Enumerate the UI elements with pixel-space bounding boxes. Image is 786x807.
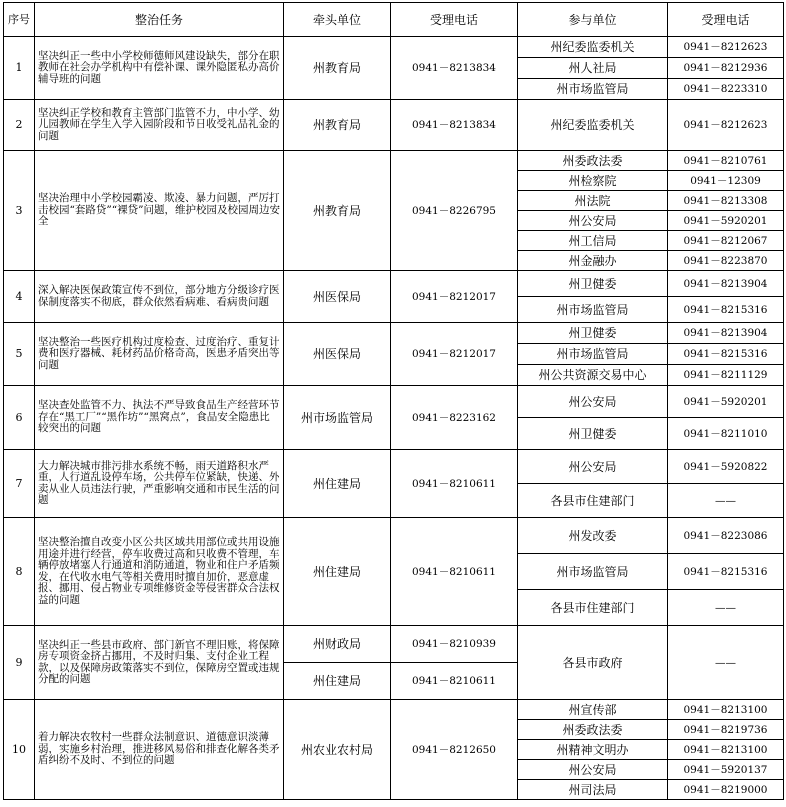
lead-unit: 州住建局: [284, 663, 391, 700]
participant-unit: 州市场监管局: [518, 554, 668, 590]
row-seq: 7: [4, 450, 35, 518]
header-lead-tel: 受理电话: [391, 3, 518, 37]
participant-unit: 州精神文明办: [518, 740, 668, 760]
participant-unit: 州公安局: [518, 386, 668, 418]
table-row: [4, 37, 784, 58]
participant-tel: 0941－8223870: [668, 251, 784, 271]
participant-unit: 州公共资源交易中心: [518, 365, 668, 386]
participant-tel: 0941－8213904: [668, 271, 784, 297]
lead-tel: 0941－8226795: [391, 151, 518, 271]
row-seq: 3: [4, 151, 35, 271]
row-seq: 10: [4, 700, 35, 800]
row-task: 着力解决农牧村一些群众法制意识、道德意识淡薄弱，实施乡村治理，推进移风易俗和排查化解各类矛盾纠纷不及时、不到位的问题: [35, 700, 284, 800]
participant-tel: 0941－8210761: [668, 151, 784, 171]
participant-unit: 州人社局: [518, 58, 668, 79]
participant-tel: 0941－5920822: [668, 450, 784, 484]
lead-unit: 州医保局: [284, 323, 391, 386]
table-row: [4, 518, 784, 554]
header-part: 参与单位: [518, 3, 668, 37]
participant-tel: ——: [668, 484, 784, 518]
table-row: [4, 100, 784, 151]
row-task: 坚决纠正一些县市政府、部门新官不理旧账，将保障房专项资金挤占挪用，不及时归集、支付企业工程款，以及保障房政策落实不到位，保障房空置或违规分配的问题: [35, 626, 284, 700]
lead-unit: 州教育局: [284, 37, 391, 100]
participant-tel: 0941－8213100: [668, 740, 784, 760]
row-task: 坚决治理中小学校园霸凌、欺凌、暴力问题，严厉打击校园“套路贷”“裸贷”问题，维护校园及校园周边安全: [35, 151, 284, 271]
participant-unit: 州检察院: [518, 171, 668, 191]
header-row: [4, 3, 784, 37]
header-task: 整治任务: [35, 3, 284, 37]
participant-unit: 州纪委监委机关: [518, 100, 668, 151]
participant-tel: 0941－8219736: [668, 720, 784, 740]
lead-unit: 州教育局: [284, 151, 391, 271]
participant-unit: 州司法局: [518, 780, 668, 800]
participant-tel: ——: [668, 590, 784, 626]
participant-unit: 州工信局: [518, 231, 668, 251]
participant-unit: 州金融办: [518, 251, 668, 271]
lead-unit: 州教育局: [284, 100, 391, 151]
participant-tel: 0941－5920201: [668, 386, 784, 418]
lead-tel: 0941－8212017: [391, 323, 518, 386]
participant-tel: 0941－8212936: [668, 58, 784, 79]
participant-tel: 0941－8212067: [668, 231, 784, 251]
participant-unit: 州纪委监委机关: [518, 37, 668, 58]
lead-unit: 州财政局: [284, 626, 391, 663]
row-seq: 8: [4, 518, 35, 626]
header-seq: 序号: [4, 3, 35, 37]
row-task: 坚决纠正一些中小学校师德师风建设缺失，部分在职教师在社会办学机构中有偿补课、课外隐匿私办高价辅导班的问题: [35, 37, 284, 100]
participant-unit: 州卫健委: [518, 271, 668, 297]
participant-tel: 0941－8215316: [668, 344, 784, 365]
participant-unit: 各县市住建部门: [518, 590, 668, 626]
participant-unit: 州公安局: [518, 760, 668, 780]
lead-tel: 0941－8223162: [391, 386, 518, 450]
header-lead: 牵头单位: [284, 3, 391, 37]
participant-unit: 州卫健委: [518, 323, 668, 344]
participant-tel: 0941－5920201: [668, 211, 784, 231]
table-row: [4, 151, 784, 171]
participant-unit: 州公安局: [518, 450, 668, 484]
participant-tel: 0941－8212623: [668, 100, 784, 151]
lead-tel: 0941－8210611: [391, 663, 518, 700]
row-seq: 2: [4, 100, 35, 151]
lead-tel: 0941－8210939: [391, 626, 518, 663]
participant-unit: 州法院: [518, 191, 668, 211]
participant-tel: ——: [668, 626, 784, 700]
participant-tel: 0941－8213100: [668, 700, 784, 720]
table-row: [4, 450, 784, 484]
row-seq: 1: [4, 37, 35, 100]
lead-tel: 0941－8210611: [391, 450, 518, 518]
row-task: 坚决整治一些医疗机构过度检查、过度治疗、重复计费和医疗器械、耗材药品价格奇高，医患矛盾突出等问题: [35, 323, 284, 386]
participant-tel: 0941－8215316: [668, 554, 784, 590]
row-seq: 4: [4, 271, 35, 323]
participant-unit: 州市场监管局: [518, 344, 668, 365]
lead-tel: 0941－8213834: [391, 100, 518, 151]
table-row: [4, 700, 784, 720]
lead-unit: 州住建局: [284, 450, 391, 518]
participant-tel: 0941－8219000: [668, 780, 784, 800]
row-task: 坚决纠正学校和教育主管部门监管不力，中小学、幼儿园教师在学生入学入园阶段和节日收受礼品礼金的问题: [35, 100, 284, 151]
participant-unit: 州宣传部: [518, 700, 668, 720]
participant-unit: 州发改委: [518, 518, 668, 554]
participant-tel: 0941－8212623: [668, 37, 784, 58]
row-task: 大力解决城市排污排水系统不畅，雨天道路积水严重，人行道乱设停车场，公共停车位紧缺，快递、外卖从业人员违法行驶，严重影响交通和市民生活的问题: [35, 450, 284, 518]
participant-unit: 州委政法委: [518, 151, 668, 171]
participant-tel: 0941－8223086: [668, 518, 784, 554]
row-seq: 6: [4, 386, 35, 450]
row-task: 坚决查处监管不力、执法不严导致食品生产经营环节存在“黑工厂”“黑作坊”“黑窝点”，食品安全隐患比较突出的问题: [35, 386, 284, 450]
participant-tel: 0941－5920137: [668, 760, 784, 780]
participant-unit: 各县市住建部门: [518, 484, 668, 518]
participant-unit: 州市场监管局: [518, 297, 668, 323]
participant-unit: 州公安局: [518, 211, 668, 231]
participant-tel: 0941－8211010: [668, 418, 784, 450]
row-task: 深入解决医保政策宣传不到位，部分地方分级诊疗医保制度落实不彻底，群众依然看病难、看病贵问题: [35, 271, 284, 323]
lead-tel: 0941－8212650: [391, 700, 518, 800]
participant-unit: 州委政法委: [518, 720, 668, 740]
table-row: [4, 626, 784, 663]
lead-unit: 州市场监管局: [284, 386, 391, 450]
participant-tel: 0941－8223310: [668, 79, 784, 100]
lead-unit: 州住建局: [284, 518, 391, 626]
participant-tel: 0941－8215316: [668, 297, 784, 323]
table-row: [4, 271, 784, 297]
lead-tel: 0941－8210611: [391, 518, 518, 626]
participant-tel: 0941－8213308: [668, 191, 784, 211]
header-part-tel: 受理电话: [668, 3, 784, 37]
row-task: 坚决整治擅自改变小区公共区域共用部位或共用设施用途并进行经营，停车收费过高和只收费不管理，车辆停放堵塞人行通道和消防通道，物业和住户矛盾频发，在代收水电气等相关费用时擅自加价，恶意虚报、挪用、侵占物业专项维修资金等侵害群众合法权益的问题: [35, 518, 284, 626]
task-table: [3, 2, 784, 800]
lead-tel: 0941－8212017: [391, 271, 518, 323]
participant-tel: 0941－8213904: [668, 323, 784, 344]
row-seq: 5: [4, 323, 35, 386]
participant-unit: 州市场监管局: [518, 79, 668, 100]
participant-tel: 0941－8211129: [668, 365, 784, 386]
lead-unit: 州农业农村局: [284, 700, 391, 800]
table-row: [4, 323, 784, 344]
participant-unit: 州卫健委: [518, 418, 668, 450]
table-row: [4, 386, 784, 418]
lead-unit: 州医保局: [284, 271, 391, 323]
lead-tel: 0941－8213834: [391, 37, 518, 100]
row-seq: 9: [4, 626, 35, 700]
participant-unit: 各县市政府: [518, 626, 668, 700]
participant-tel: 0941－12309: [668, 171, 784, 191]
